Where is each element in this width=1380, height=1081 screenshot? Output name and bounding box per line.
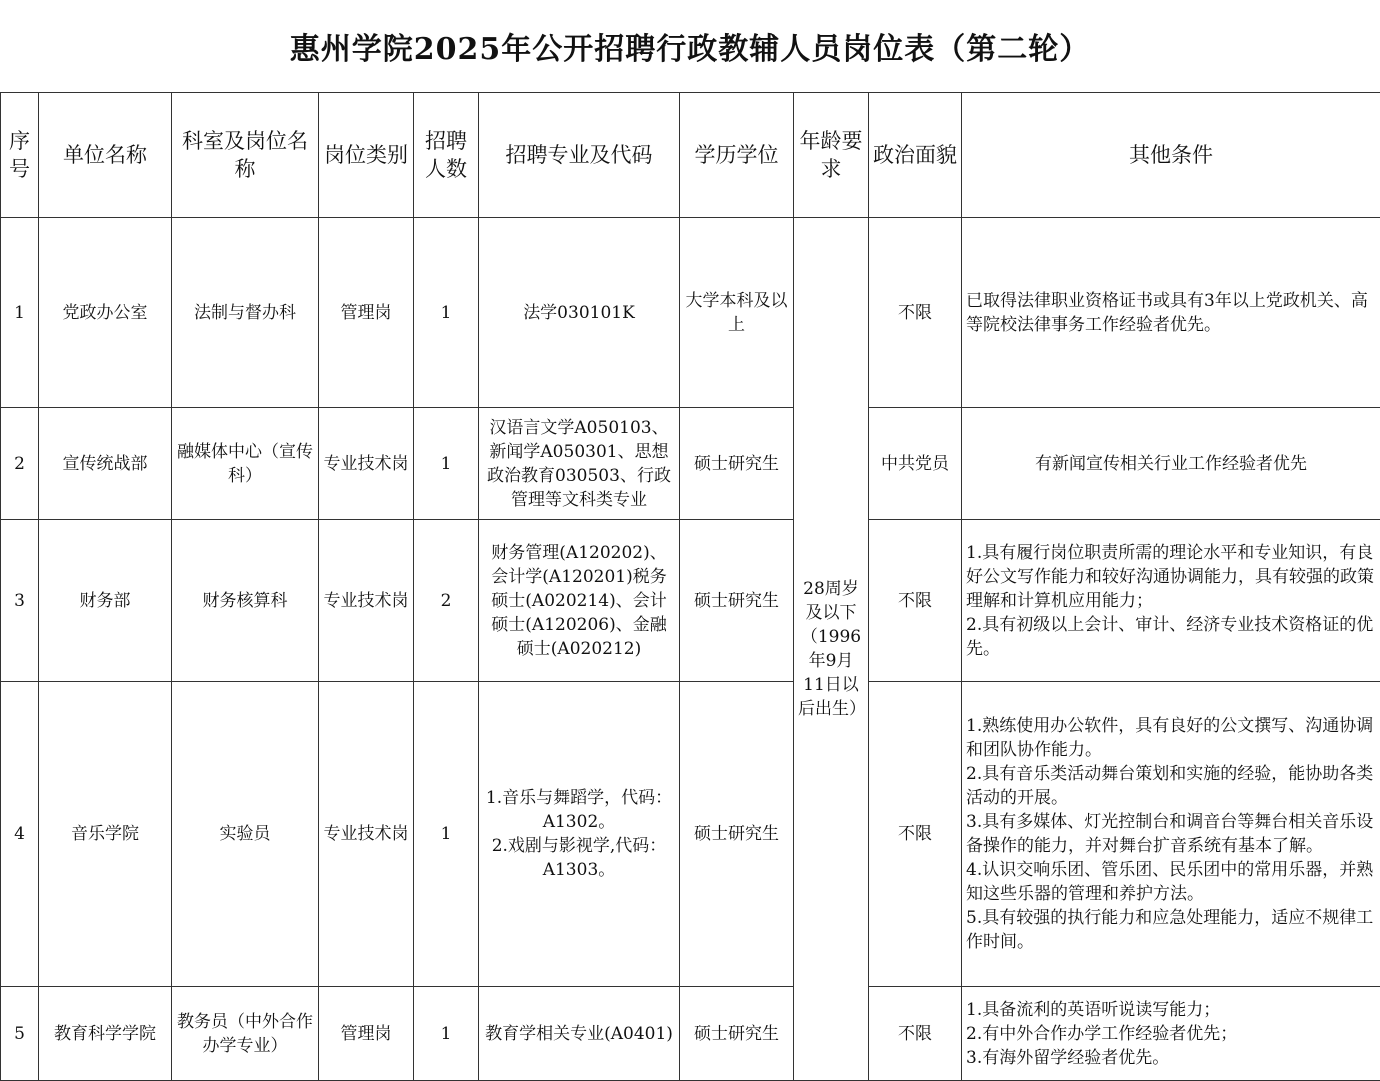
requirement-line: 4.认识交响乐团、管乐团、民乐团中的常用乐器，并熟知这些乐器的管理和养护方法。 — [966, 858, 1376, 906]
cell-major: 法学030101K — [479, 218, 680, 408]
requirement-line: 1.熟练使用办公软件，具有良好的公文撰写、沟通协调和团队协作能力。 — [966, 714, 1376, 762]
header-political: 政治面貌 — [869, 93, 962, 218]
table-row — [1, 218, 1380, 408]
cell-degree: 大学本科及以上 — [680, 218, 794, 408]
requirement-line: 1.具备流利的英语听说读写能力； — [966, 998, 1376, 1022]
cell-other — [962, 408, 1380, 520]
cell-count: 1 — [414, 408, 479, 520]
cell-category: 专业技术岗 — [319, 682, 414, 987]
header-unit: 单位名称 — [39, 93, 172, 218]
cell-unit: 财务部 — [39, 520, 172, 682]
cell-major — [479, 682, 680, 987]
cell-category: 专业技术岗 — [319, 408, 414, 520]
requirement-line: 3.具有多媒体、灯光控制台和调音台等舞台相关音乐设备操作的能力，并对舞台扩音系统有基本了解。 — [966, 810, 1376, 858]
cell-other — [962, 682, 1380, 987]
requirement-line: 5.具有较强的执行能力和应急处理能力，适应不规律工作时间。 — [966, 906, 1376, 954]
cell-count: 1 — [414, 682, 479, 987]
cell-unit: 党政办公室 — [39, 218, 172, 408]
cell-political: 不限 — [869, 987, 962, 1081]
cell-dept: 融媒体中心（宣传科） — [172, 408, 319, 520]
cell-no: 4 — [1, 682, 39, 987]
cell-count: 1 — [414, 218, 479, 408]
cell-degree: 硕士研究生 — [680, 520, 794, 682]
major-line: 2.戏剧与影视学,代码：A1303。 — [483, 834, 675, 882]
cell-degree: 硕士研究生 — [680, 408, 794, 520]
cell-unit: 教育科学学院 — [39, 987, 172, 1081]
cell-other — [962, 987, 1380, 1081]
cell-major: 汉语言文学A050103、新闻学A050301、思想政治教育030503、行政管理等文科类专业 — [479, 408, 680, 520]
header-no: 序号 — [1, 93, 39, 218]
header-count: 招聘人数 — [414, 93, 479, 218]
cell-political: 中共党员 — [869, 408, 962, 520]
cell-no: 5 — [1, 987, 39, 1081]
cell-political: 不限 — [869, 218, 962, 408]
table-row — [1, 520, 1380, 682]
cell-count: 1 — [414, 987, 479, 1081]
table-row — [1, 682, 1380, 987]
table-header-row — [1, 93, 1380, 218]
cell-unit: 音乐学院 — [39, 682, 172, 987]
requirement-line: 1.具有履行岗位职责所需的理论水平和专业知识，有良好公文写作能力和较好沟通协调能力，具有较强的政策理解和计算机应用能力； — [966, 541, 1376, 613]
requirement-line: 2.具有初级以上会计、审计、经济专业技术资格证的优先。 — [966, 613, 1376, 661]
cell-degree: 硕士研究生 — [680, 682, 794, 987]
cell-category: 管理岗 — [319, 987, 414, 1081]
table-row — [1, 408, 1380, 520]
requirement-line: 2.有中外合作办学工作经验者优先； — [966, 1022, 1376, 1046]
header-other: 其他条件 — [962, 93, 1380, 218]
header-category: 岗位类别 — [319, 93, 414, 218]
cell-dept: 财务核算科 — [172, 520, 319, 682]
table-row — [1, 987, 1380, 1081]
cell-political: 不限 — [869, 682, 962, 987]
header-age: 年龄要求 — [794, 93, 869, 218]
cell-degree: 硕士研究生 — [680, 987, 794, 1081]
requirement-line: 2.具有音乐类活动舞台策划和实施的经验，能协助各类活动的开展。 — [966, 762, 1376, 810]
requirement-line: 已取得法律职业资格证书或具有3年以上党政机关、高等院校法律事务工作经验者优先。 — [966, 289, 1376, 337]
cell-count: 2 — [414, 520, 479, 682]
cell-no: 3 — [1, 520, 39, 682]
requirement-line: 3.有海外留学经验者优先。 — [966, 1046, 1376, 1070]
cell-dept: 法制与督办科 — [172, 218, 319, 408]
cell-political: 不限 — [869, 520, 962, 682]
positions-table — [0, 92, 1380, 1081]
cell-other — [962, 218, 1380, 408]
cell-age: 28周岁及以下（1996年9月11日以后出生） — [794, 218, 869, 1081]
header-dept: 科室及岗位名称 — [172, 93, 319, 218]
cell-major: 财务管理(A120202)、会计学(A120201)税务硕士(A020214)、会计硕士(A120206)、金融硕士(A020212) — [479, 520, 680, 682]
cell-category: 专业技术岗 — [319, 520, 414, 682]
cell-other — [962, 520, 1380, 682]
cell-category: 管理岗 — [319, 218, 414, 408]
cell-unit: 宣传统战部 — [39, 408, 172, 520]
header-major: 招聘专业及代码 — [479, 93, 680, 218]
cell-dept: 实验员 — [172, 682, 319, 987]
page-title: 惠州学院2025年公开招聘行政教辅人员岗位表（第二轮） — [0, 0, 1380, 92]
header-degree: 学历学位 — [680, 93, 794, 218]
cell-no: 2 — [1, 408, 39, 520]
cell-no: 1 — [1, 218, 39, 408]
major-line: 1.音乐与舞蹈学，代码：A1302。 — [483, 786, 675, 834]
cell-major: 教育学相关专业(A0401) — [479, 987, 680, 1081]
cell-dept: 教务员（中外合作办学专业） — [172, 987, 319, 1081]
requirement-line: 有新闻宣传相关行业工作经验者优先 — [966, 452, 1376, 476]
